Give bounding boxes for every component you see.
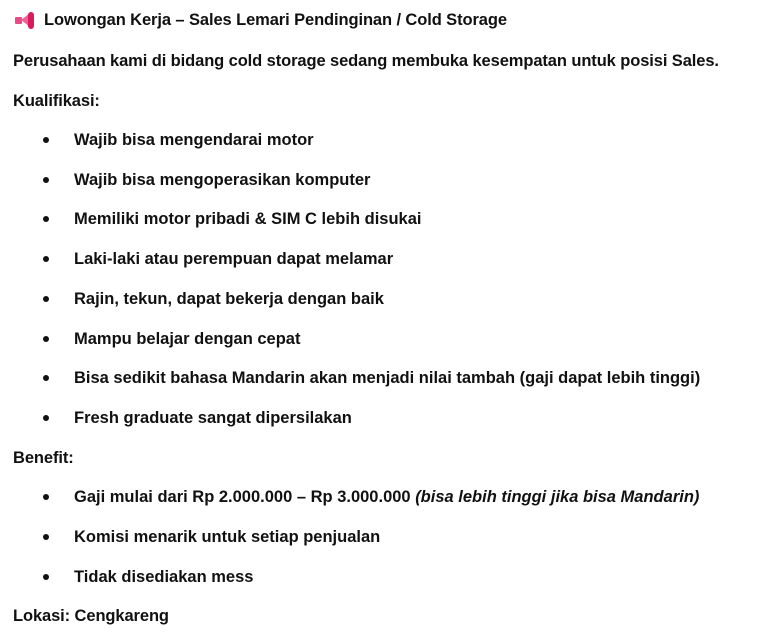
title-text: Lowongan Kerja – Sales Lemari Pendinginan / Cold Storage <box>44 11 507 29</box>
bullet-icon <box>43 256 49 262</box>
qualification-item: Memiliki motor pribadi & SIM C lebih disukai <box>40 208 421 230</box>
qualifications-heading: Kualifikasi: <box>13 92 100 110</box>
bullet-icon <box>43 216 49 222</box>
bullet-icon <box>43 336 49 342</box>
qualification-item: Bisa sedikit bahasa Mandarin akan menjadi nilai tambah (gaji dapat lebih tinggi) <box>40 367 700 389</box>
benefit-item: Komisi menarik untuk setiap penjualan <box>40 526 380 548</box>
bullet-icon <box>43 494 49 500</box>
benefits-heading: Benefit: <box>13 449 74 467</box>
salary-note: (bisa lebih tinggi jika bisa Mandarin) <box>415 488 700 506</box>
bullet-icon <box>43 137 49 143</box>
qualification-item: Wajib bisa mengoperasikan komputer <box>40 169 370 191</box>
intro-paragraph: Perusahaan kami di bidang cold storage sedang membuka kesempatan untuk posisi Sales. <box>13 52 719 70</box>
megaphone-icon <box>13 11 37 29</box>
bullet-icon <box>43 534 49 540</box>
benefit-item: Gaji mulai dari Rp 2.000.000 – Rp 3.000.000 (bisa lebih tinggi jika bisa Mandarin) <box>40 486 699 508</box>
location-line: Lokasi: Cengkareng <box>13 607 169 625</box>
bullet-icon <box>43 296 49 302</box>
bullet-icon <box>43 375 49 381</box>
bullet-icon <box>43 415 49 421</box>
qualification-item: Mampu belajar dengan cepat <box>40 328 300 350</box>
posting-title <box>13 9 507 31</box>
qualification-item: Laki-laki atau perempuan dapat melamar <box>40 248 393 270</box>
qualification-item: Rajin, tekun, dapat bekerja dengan baik <box>40 288 384 310</box>
bullet-icon <box>43 177 49 183</box>
benefit-item: Tidak disediakan mess <box>40 566 253 588</box>
qualification-item: Fresh graduate sangat dipersilakan <box>40 407 352 429</box>
qualification-item: Wajib bisa mengendarai motor <box>40 129 314 151</box>
bullet-icon <box>43 574 49 580</box>
